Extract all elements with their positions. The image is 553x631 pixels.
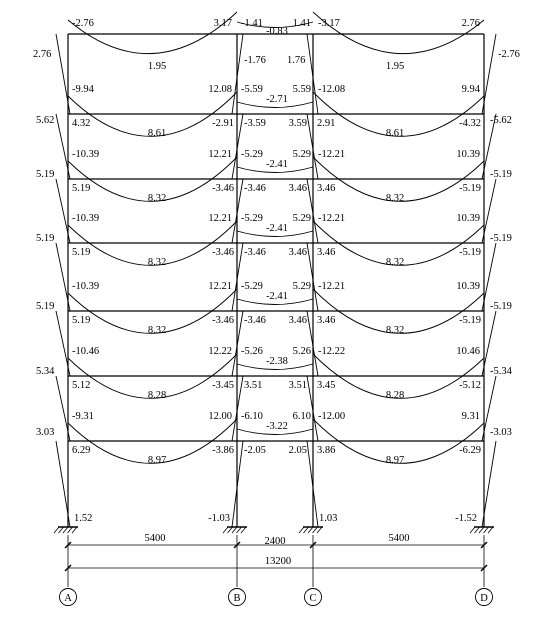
base-moment-D: -1.52	[455, 513, 477, 524]
col-moment-C-top: 1.76	[287, 55, 306, 66]
moment-right-mid: 8.61	[385, 128, 405, 139]
col-moment-D-top: -5.62	[490, 115, 512, 126]
moment-right-c-end: -12.00	[318, 411, 346, 422]
support-hatch	[479, 527, 484, 533]
moment-left-b-end: 12.21	[208, 213, 232, 224]
dim-label-bc: 2400	[264, 536, 286, 547]
moment-labels	[33, 18, 520, 567]
support-hatch	[313, 527, 318, 533]
moment-right-c-end: -3.17	[318, 18, 340, 29]
moment-right-mid: 1.95	[385, 61, 405, 72]
col-moment-D-bottom: -4.32	[459, 118, 481, 129]
moment-right-d-end: 2.76	[461, 18, 480, 29]
moment-right-d-end: 9.94	[461, 84, 480, 95]
col-moment-A-bottom: 5.19	[72, 315, 91, 326]
moment-left-b-end: 12.21	[208, 281, 232, 292]
moment-right-mid: 8.97	[385, 455, 405, 466]
moment-right-d-end: 10.46	[456, 346, 480, 357]
moment-mid-mid: -2.41	[266, 159, 288, 170]
moment-mid-c-end: 1.41	[292, 18, 311, 29]
col-moment-A-bottom: 5.19	[72, 247, 91, 258]
moment-right-d-end: 10.39	[456, 281, 480, 292]
axis-label-A: A	[64, 593, 72, 604]
col-moment-A-top: 2.76	[33, 49, 52, 60]
col-moment-A-top: 5.34	[36, 366, 55, 377]
moment-mid-mid: -0.83	[266, 26, 288, 37]
moment-mid-mid: -3.22	[266, 421, 288, 432]
col-moment-D-top: -2.76	[498, 49, 520, 60]
support-hatch	[237, 527, 242, 533]
moment-right-c-end: -12.08	[318, 84, 346, 95]
col-moment-B2-bottom: -2.05	[244, 445, 266, 456]
support-hatch	[484, 527, 489, 533]
moment-left-mid: 8.32	[147, 193, 167, 204]
col-moment-C2-bottom: 3.46	[317, 183, 336, 194]
col-moment-B2-bottom: -3.46	[244, 315, 266, 326]
moment-left-a-end: -9.31	[72, 411, 94, 422]
moment-curves	[56, 12, 496, 527]
col-moment-B-bottom: -3.46	[212, 183, 234, 194]
moment-right-c-end: -12.21	[318, 149, 346, 160]
moment-left-a-end: -10.46	[72, 346, 100, 357]
moment-left-mid: 8.97	[147, 455, 167, 466]
moment-mid-c-end: 5.59	[292, 84, 311, 95]
moment-mid-mid: -2.41	[266, 291, 288, 302]
col-moment-B2-bottom: -3.46	[244, 247, 266, 258]
col-moment-C-bottom: 3.46	[288, 315, 307, 326]
moment-right-d-end: 10.39	[456, 213, 480, 224]
col-moment-D-top: -5.34	[490, 366, 512, 377]
col-moment-D-top: -5.19	[490, 301, 512, 312]
col-moment-A-top: 5.19	[36, 301, 55, 312]
col-moment-A-bottom: 5.12	[72, 380, 91, 391]
col-moment-D-bottom: -5.19	[459, 183, 481, 194]
base-moment-B: -1.03	[208, 513, 230, 524]
col-moment-B2-bottom: -3.46	[244, 183, 266, 194]
support-hatch	[232, 527, 237, 533]
dim-label-ab: 5400	[144, 533, 166, 544]
col-moment-B-bottom: -2.91	[212, 118, 234, 129]
moment-right-mid: 8.32	[385, 193, 405, 204]
dim-label-cd: 5400	[388, 533, 410, 544]
col-moment-A-top: 5.19	[36, 233, 55, 244]
moment-mid-b-end: -5.29	[241, 281, 263, 292]
moment-mid-c-end: 6.10	[292, 411, 311, 422]
moment-left-mid: 8.32	[147, 325, 167, 336]
col-moment-A-bottom: 5.19	[72, 183, 91, 194]
col-moment-C-bottom: 3.46	[288, 183, 307, 194]
col-moment-B-bottom: -3.45	[212, 380, 234, 391]
col-moment-C2-bottom: 3.46	[317, 315, 336, 326]
col-moment-D-bottom: -5.19	[459, 247, 481, 258]
support-hatch	[475, 527, 480, 533]
support-hatch	[223, 527, 228, 533]
moment-mid-c-end: 5.29	[292, 149, 311, 160]
moment-mid-c-end: 5.29	[292, 213, 311, 224]
support-hatch	[317, 527, 322, 533]
col-moment-D-bottom: -5.19	[459, 315, 481, 326]
col-moment-A-top: 5.62	[36, 115, 55, 126]
support-hatch	[63, 527, 68, 533]
moment-right-mid: 8.32	[385, 257, 405, 268]
axis-label-B: B	[233, 593, 241, 604]
support-hatch	[72, 527, 77, 533]
col-moment-C2-bottom: 2.91	[317, 118, 336, 129]
axis-label-D: D	[480, 593, 488, 604]
moment-left-a-end: -10.39	[72, 149, 100, 160]
col-moment-B-top: -1.76	[244, 55, 266, 66]
col-moment-A-top: 3.03	[36, 427, 55, 438]
col-moment-D-top: -3.03	[490, 427, 512, 438]
moment-right-c-end: -12.22	[318, 346, 346, 357]
col-moment-A-bottom: 4.32	[72, 118, 91, 129]
support-hatch	[228, 527, 233, 533]
support-hatch	[470, 527, 475, 533]
moment-right-d-end: 10.39	[456, 149, 480, 160]
col-moment-B-bottom: -3.86	[212, 445, 234, 456]
moment-left-mid: 8.61	[147, 128, 167, 139]
moment-mid-c-end: 5.29	[292, 281, 311, 292]
col-moment-C-bottom: 3.59	[288, 118, 307, 129]
moment-left-b-end: 12.22	[208, 346, 232, 357]
moment-left-b-end: 3.17	[213, 18, 232, 29]
col-moment-C2-bottom: 3.46	[317, 247, 336, 258]
col-moment-B2-bottom: -3.59	[244, 118, 266, 129]
col-moment-C-bottom: 2.05	[288, 445, 307, 456]
moment-right-mid: 8.32	[385, 325, 405, 336]
support-hatch	[68, 527, 73, 533]
support-hatch	[299, 527, 304, 533]
moment-right-c-end: -12.21	[318, 281, 346, 292]
col-moment-C-bottom: 3.46	[288, 247, 307, 258]
col-moment-C-bottom: 3.51	[288, 380, 307, 391]
support-hatch	[304, 527, 309, 533]
moment-left-mid: 8.32	[147, 257, 167, 268]
base-moment-A: 1.52	[74, 513, 93, 524]
col-moment-A-bottom: 6.29	[72, 445, 91, 456]
moment-left-a-end: -10.39	[72, 281, 100, 292]
col-moment-B-bottom: -3.46	[212, 315, 234, 326]
col-moment-B2-bottom: 3.51	[244, 380, 263, 391]
moment-mid-b-end: -5.29	[241, 213, 263, 224]
moment-left-a-end: -9.94	[72, 84, 94, 95]
moment-mid-mid: -2.38	[266, 356, 288, 367]
support-hatch	[488, 527, 493, 533]
moment-right-c-end: -12.21	[318, 213, 346, 224]
axis-label-C: C	[309, 593, 317, 604]
moment-mid-b-end: -1.41	[241, 18, 263, 29]
moment-left-mid: 8.28	[147, 390, 167, 401]
col-moment-D-top: -5.19	[490, 169, 512, 180]
support-hatch	[241, 527, 246, 533]
moment-left-a-end: -2.76	[72, 18, 94, 29]
support-hatch	[59, 527, 64, 533]
col-moment-D-bottom: -6.29	[459, 445, 481, 456]
moment-left-b-end: 12.08	[208, 84, 232, 95]
moment-right-d-end: 9.31	[461, 411, 480, 422]
col-moment-C2-bottom: 3.86	[317, 445, 336, 456]
moment-mid-c-end: 5.26	[292, 346, 311, 357]
moment-mid-b-end: -5.26	[241, 346, 263, 357]
moment-mid-b-end: -5.29	[241, 149, 263, 160]
dim-label-total: 13200	[264, 556, 292, 567]
col-moment-C2-bottom: 3.45	[317, 380, 336, 391]
moment-mid-mid: -2.71	[266, 94, 288, 105]
moment-mid-mid: -2.41	[266, 223, 288, 234]
moment-right-mid: 8.28	[385, 390, 405, 401]
col-moment-B-bottom: -3.46	[212, 247, 234, 258]
moment-left-b-end: 12.21	[208, 149, 232, 160]
base-moment-C: 1.03	[319, 513, 338, 524]
moment-left-mid: 1.95	[147, 61, 167, 72]
col-moment-A-top: 5.19	[36, 169, 55, 180]
moment-mid-b-end: -6.10	[241, 411, 263, 422]
support-hatch	[54, 527, 59, 533]
moment-mid-b-end: -5.59	[241, 84, 263, 95]
moment-left-b-end: 12.00	[208, 411, 232, 422]
col-moment-D-bottom: -5.12	[459, 380, 481, 391]
col-moment-D-top: -5.19	[490, 233, 512, 244]
support-hatch	[308, 527, 313, 533]
moment-left-a-end: -10.39	[72, 213, 100, 224]
